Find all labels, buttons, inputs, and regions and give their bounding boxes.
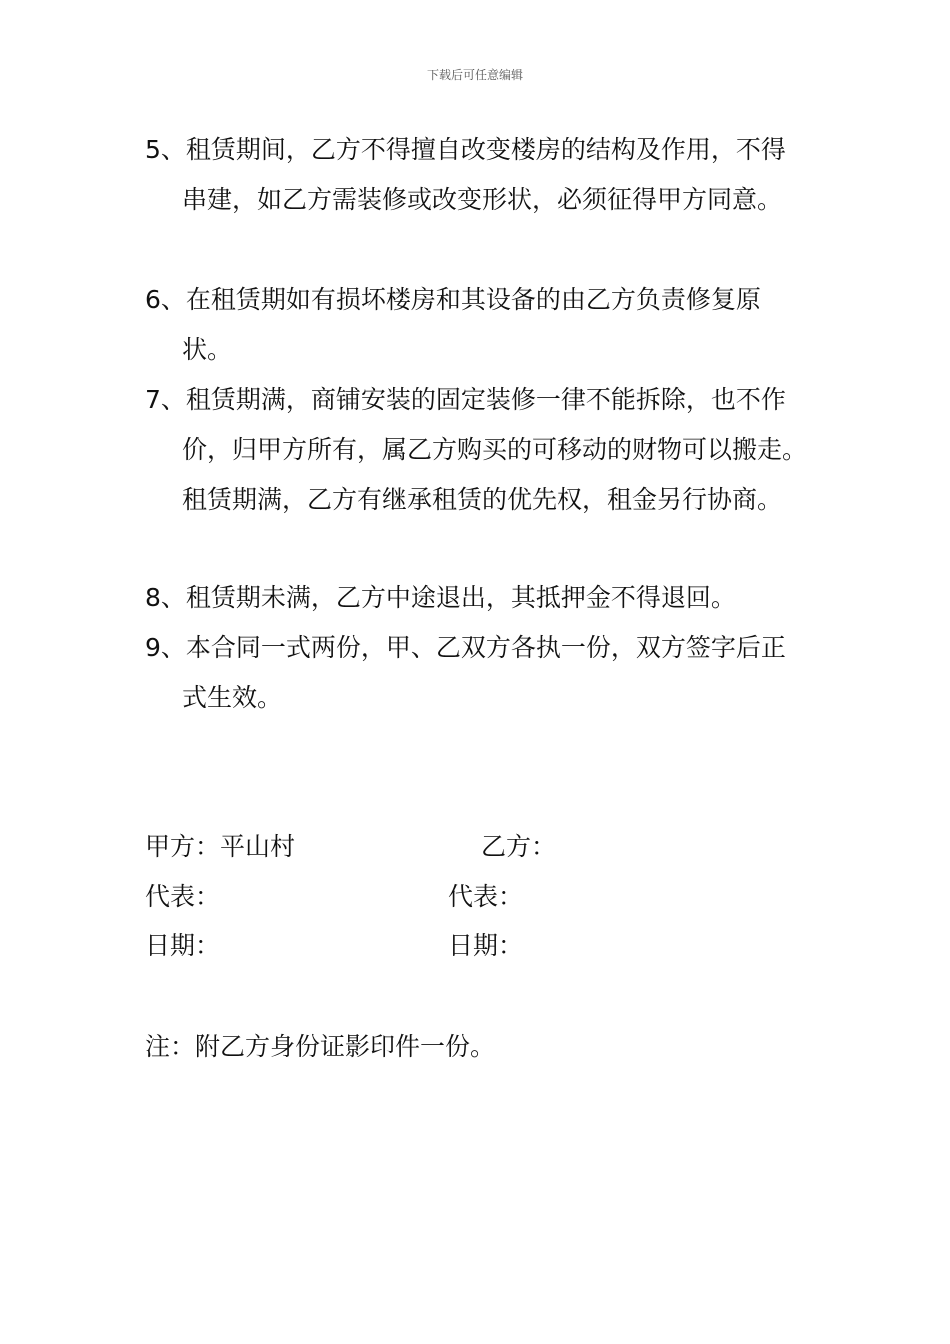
party-a-label: 甲方：平山村 <box>145 832 296 861</box>
page-header: 下载后可任意编辑 <box>426 68 523 82</box>
party-b-date: 日期： <box>448 931 524 960</box>
attachment-note: 注：附乙方身份证影印件一份。 <box>145 1032 496 1061</box>
party-a-date: 日期： <box>145 931 221 960</box>
clause-9: 9、本合同一式两份，甲、乙双方各执一份，双方签字后正式生效。 <box>145 633 786 712</box>
party-b-label: 乙方： <box>481 832 557 861</box>
clause-8: 8、租赁期未满，乙方中途退出，其抵押金不得退回。 <box>145 583 736 612</box>
clause-7: 7、租赁期满，商铺安装的固定装修一律不能拆除，也不作价，归甲方所有，属乙方购买的可移动的财物可以搬走。租赁期满，乙方有继承租赁的优先权，租金另行协商。 <box>145 385 808 514</box>
clause-5: 5、租赁期间，乙方不得擅自改变楼房的结构及作用，不得串建，如乙方需装修或改变形状，必须征得甲方同意。 <box>145 135 786 214</box>
clause-6: 6、在租赁期如有损坏楼房和其设备的由乙方负责修复原状。 <box>145 285 761 364</box>
party-b-representative: 代表： <box>448 882 524 911</box>
party-a-representative: 代表： <box>145 882 221 911</box>
